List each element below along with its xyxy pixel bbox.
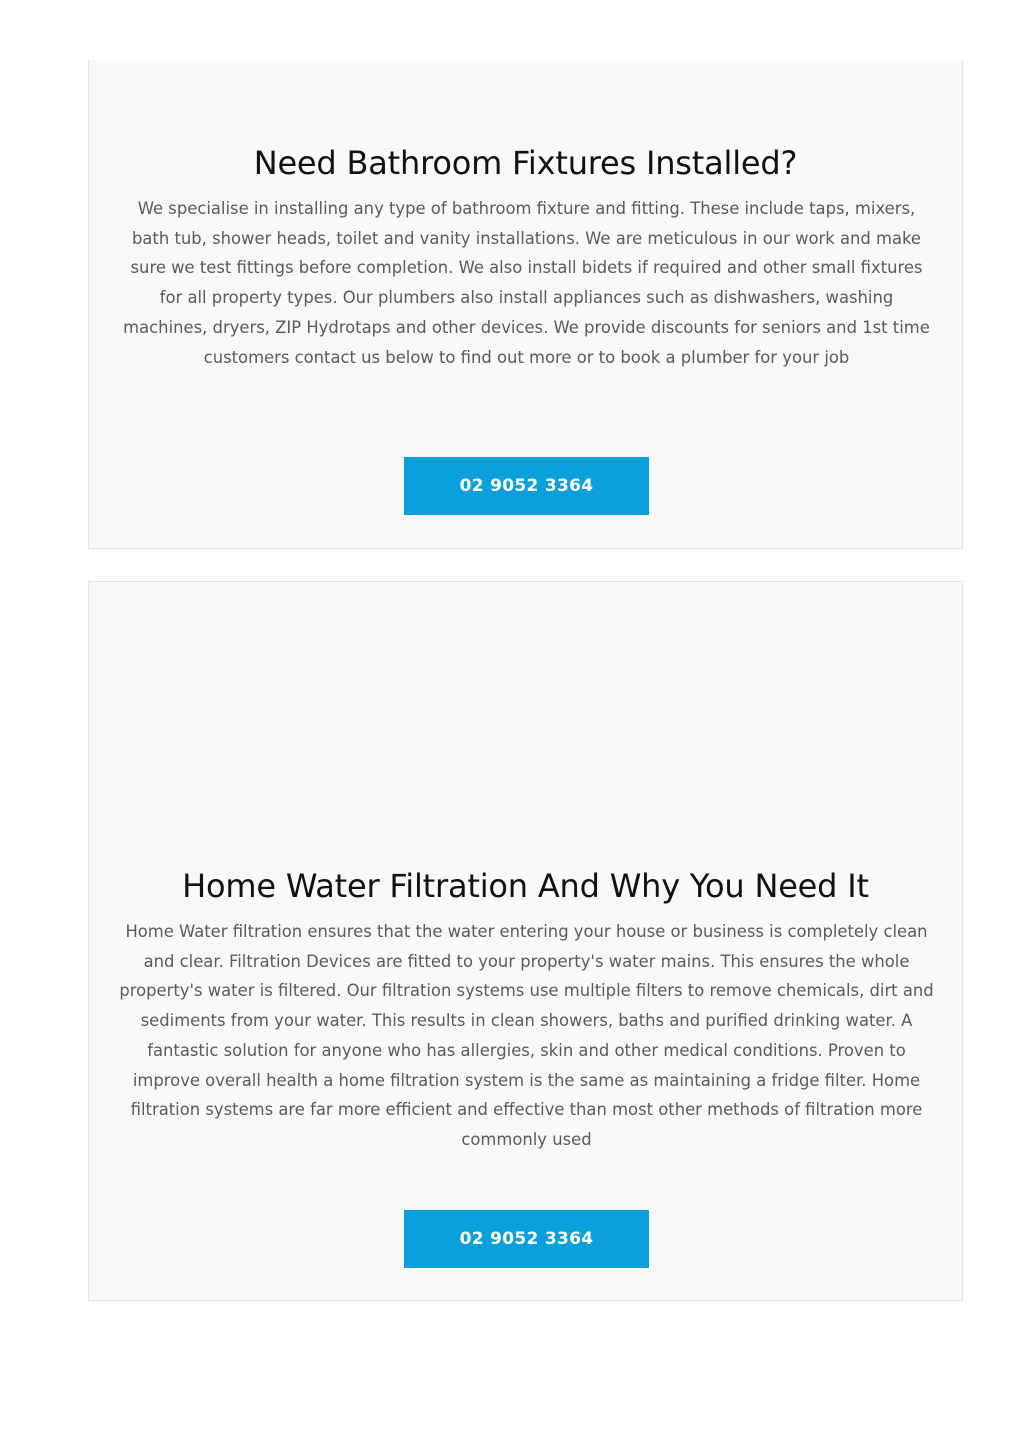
bathroom-fixtures-card [88,60,963,549]
section-description: We specialise in installing any type of bathroom fixture and fitting. These include taps, mixers, bath tub, shower heads, toilet and vanity installations. We are meticulous in our work and make sure we test fittings before completion. We also install bidets if required and other small fixtures for all property types. Our plumbers also install appliances such as dishwashers, washing machines, dryers, ZIP Hydrotaps and other devices. We provide discounts for seniors and 1st time customers contact us below to find out more or to book a plumber for your job [123,199,930,367]
water-filtration-card [88,581,963,1301]
call-phone-button[interactable]: 02 9052 3364 [404,1210,649,1268]
section-title: Need Bathroom Fixtures Installed? [253,144,798,182]
section-title: Home Water Filtration And Why You Need It [182,867,869,905]
section-description: Home Water filtration ensures that the water entering your house or business is completely clean and clear. Filtration Devices are fitted to your property's water mains. This ensures the whole property's water is filtered. Our filtration systems use multiple filters to remove chemicals, dirt and sediments from your water. This results in clean showers, baths and purified drinking water. A fantastic solution for anyone who has allergies, skin and other medical conditions. Proven to improve overall health a home filtration system is the same as maintaining a fridge filter. Home filtration systems are far more efficient and effective than most other methods of filtration more commonly used [119,922,934,1149]
call-phone-button[interactable]: 02 9052 3364 [404,457,649,515]
